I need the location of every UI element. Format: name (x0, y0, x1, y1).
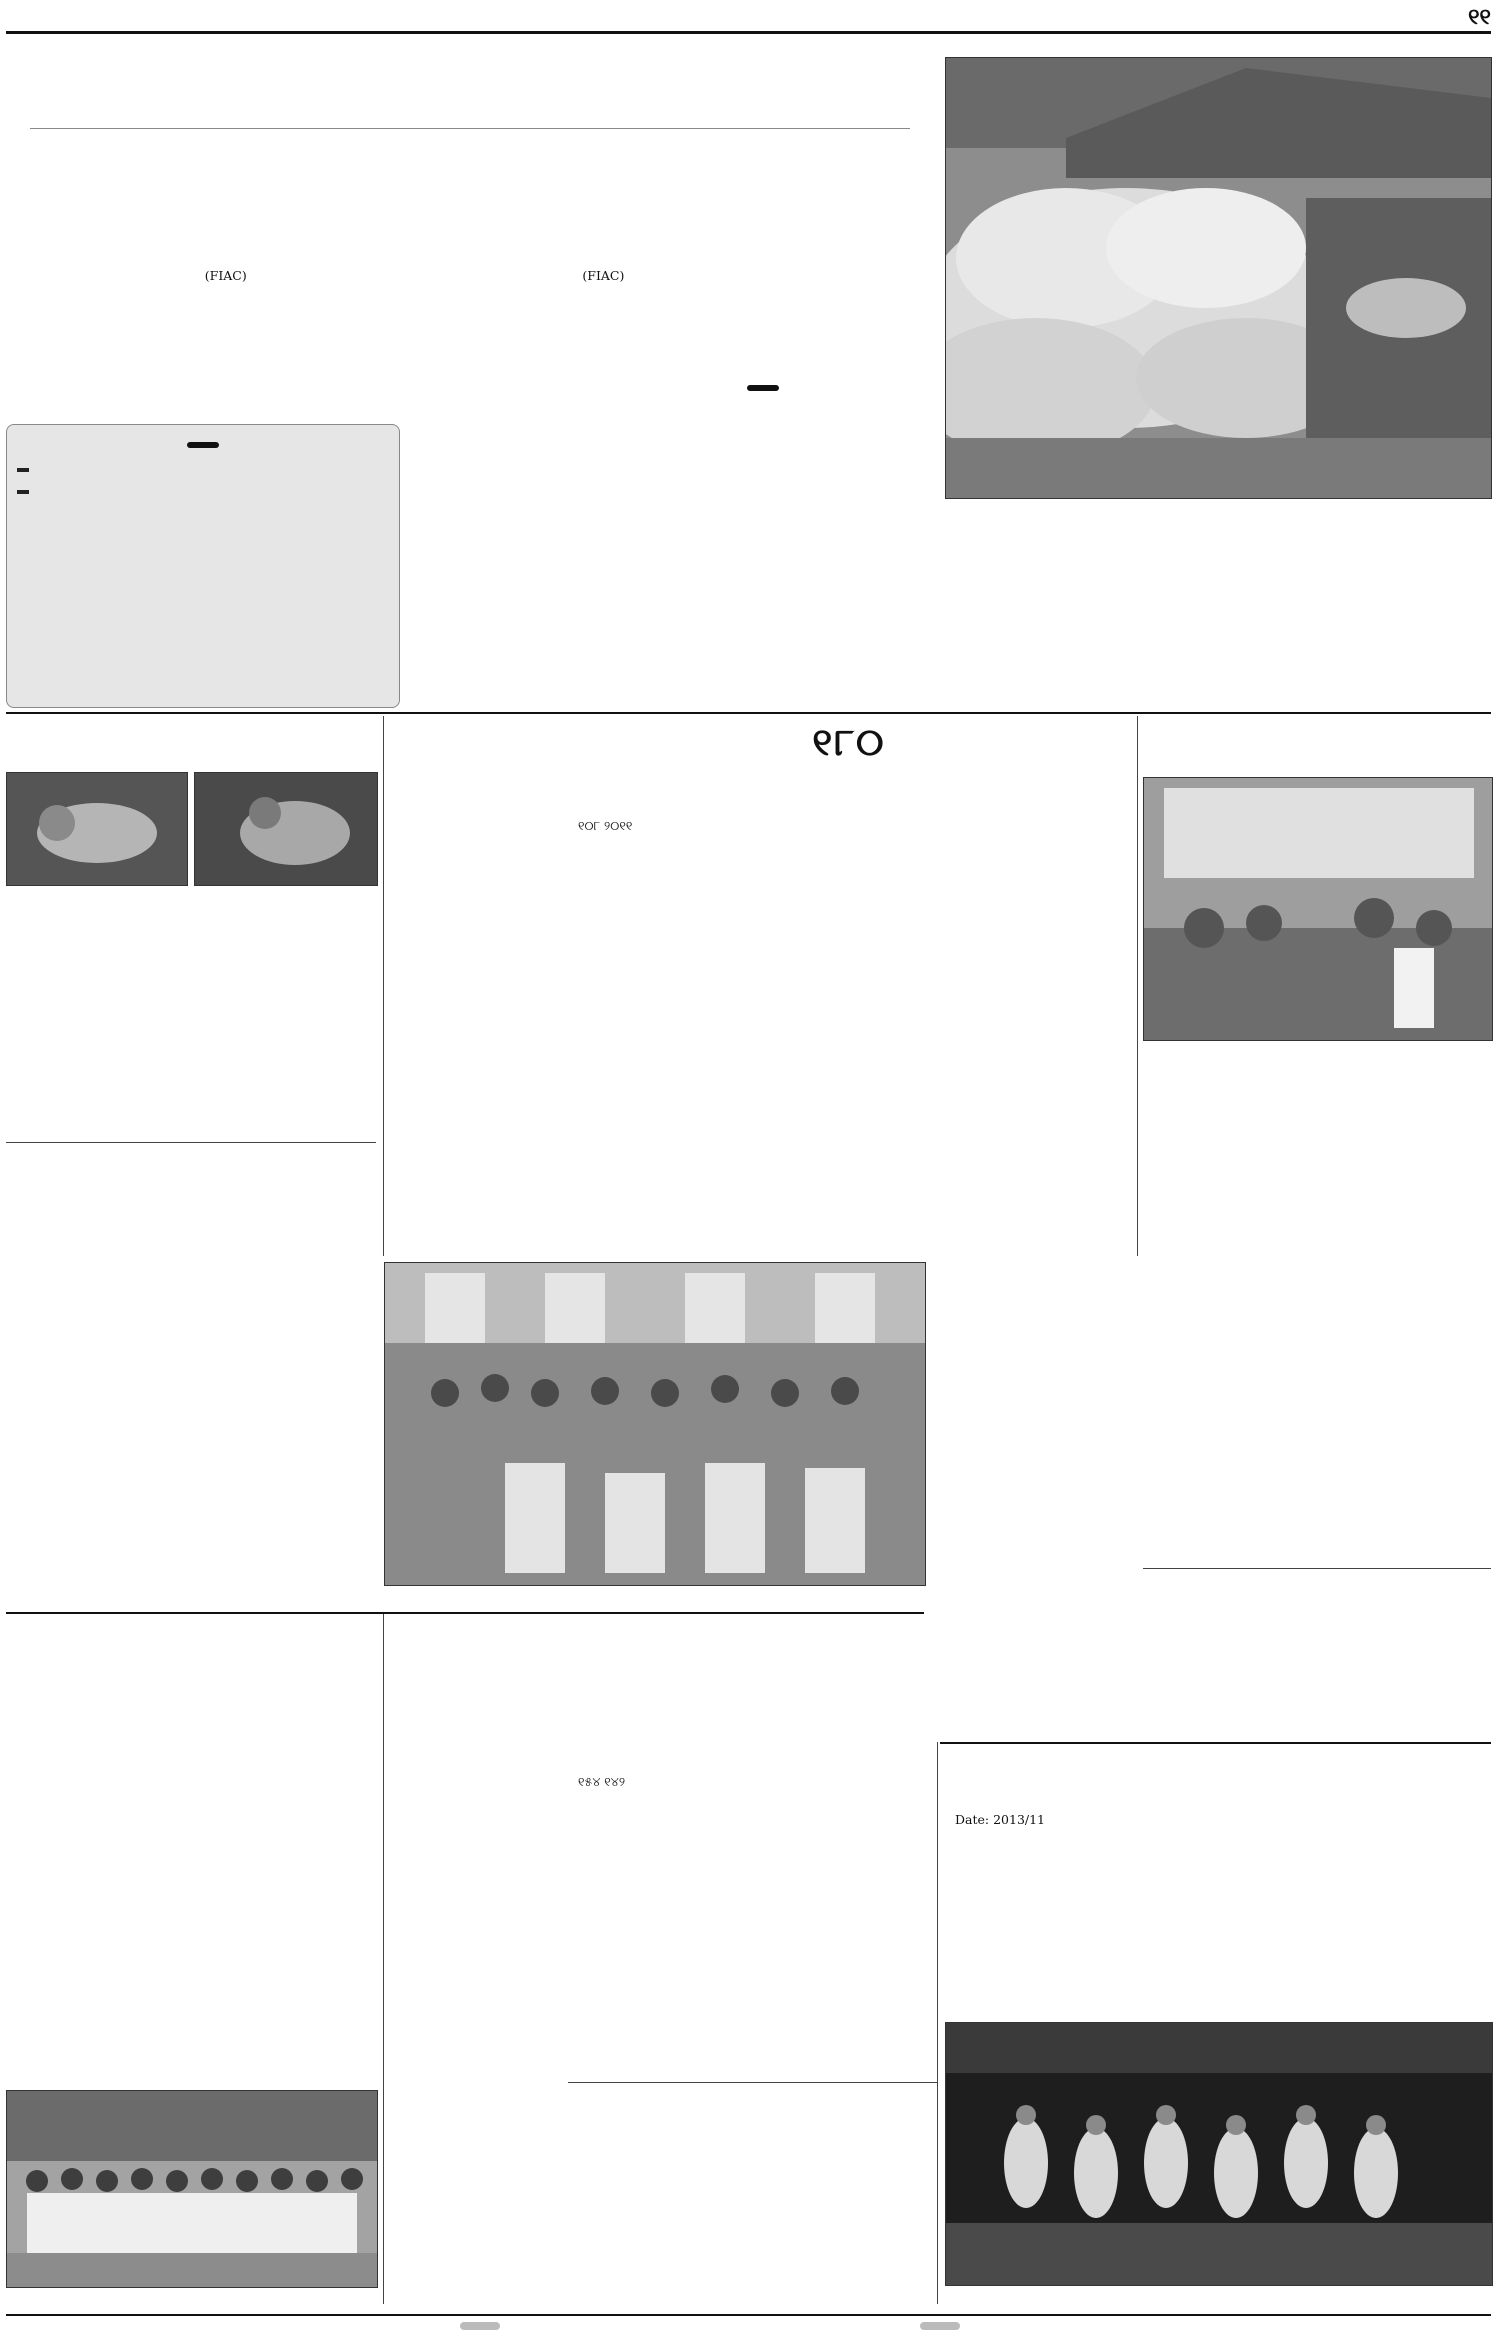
dance-headline (945, 1752, 1491, 1808)
dance-photo-caption (945, 2288, 1491, 2304)
lead-col-1 (6, 268, 181, 420)
dance-body: Date: 2013/11 (955, 1812, 1046, 1827)
column-rule (937, 1742, 938, 2304)
quote-item (17, 482, 389, 498)
krushak-body (931, 1300, 1136, 1600)
dance-photo-graphic (946, 2023, 1492, 2285)
ambulance-body: ୧୦୮ ୨୦୧୧ (578, 818, 633, 833)
section-divider (6, 712, 1491, 714)
kurmi-meeting-photo (384, 1262, 926, 1586)
kurmi-body-left (6, 1205, 376, 1585)
van-photo-graphic (195, 773, 377, 885)
lead-photo-sacks (945, 57, 1492, 499)
section-divider (6, 1612, 924, 1614)
ashok-nagar-body (390, 1710, 560, 2306)
lead-kicker (20, 56, 920, 116)
page-bottom-rule (6, 2314, 1491, 2316)
van-accident-body (6, 908, 376, 1134)
krushak-headline (931, 1262, 1136, 1296)
pratibha-body (1143, 1062, 1491, 1562)
cricket-match-headline (6, 1662, 376, 1718)
pratibha-headline (1143, 722, 1491, 772)
page-header-bar (6, 4, 1491, 34)
ambulance-subhead (752, 774, 952, 814)
ashok-nagar-headline (390, 1620, 560, 1704)
pratibha-photo-graphic (1144, 778, 1492, 1040)
van-accident-photo-2 (194, 772, 378, 886)
section-divider (568, 2082, 938, 2083)
lead-col-2: (FIAC) (204, 268, 247, 283)
media-condemn-body (390, 806, 560, 1262)
quotes-title (187, 442, 219, 448)
lead-photo-caption (945, 502, 1490, 520)
kurmi-photo-graphic (385, 1263, 925, 1585)
quotes-title-wrap (7, 433, 399, 452)
quotes-body (7, 452, 399, 505)
column-rule (1137, 716, 1138, 1256)
section-divider (940, 1742, 1491, 1744)
pratibha-caption (1143, 1043, 1491, 1059)
attack-body (568, 2136, 938, 2306)
lead-col-4: (FIAC) (582, 268, 625, 283)
cricket-photo-caption (6, 2290, 376, 2306)
section-divider (1143, 1568, 1491, 1569)
region-tag (668, 376, 858, 416)
quotes-box (6, 424, 400, 708)
lead-body-lower-right (945, 525, 1490, 707)
kicker-rule (30, 128, 910, 129)
van-accident-photo-1 (6, 772, 188, 886)
lead-headline (6, 160, 936, 260)
section-divider (6, 1142, 376, 1143)
cricket-champion-body: ୧୫୪ ୧୪୨ (578, 1774, 626, 1789)
attack-headline (568, 2088, 938, 2132)
van-accident-headline (6, 720, 376, 770)
column-rule (383, 1614, 384, 2304)
cricket-photo-graphic (7, 2091, 377, 2287)
dance-photo (945, 2022, 1493, 2286)
quote-item (17, 460, 389, 476)
lead-col-3 (384, 268, 559, 420)
paper-name-group (1458, 5, 1491, 30)
pratibha-photo (1143, 777, 1493, 1041)
column-rule (383, 716, 384, 1256)
media-condemn-headline (390, 722, 560, 802)
van-accident-caption (6, 888, 376, 904)
cricket-champion-kicker (568, 1620, 1130, 1656)
ambulance-headline: ୧୮୦ (812, 720, 886, 764)
page-number: ୧୧ (1468, 5, 1491, 30)
cricket-match-body (6, 1722, 376, 2082)
kurmi-headline (6, 1150, 376, 1200)
cricket-team-photo (6, 2090, 378, 2288)
lead-photo-graphic (946, 58, 1491, 498)
kurmi-photo-caption (384, 1588, 924, 1604)
van-photo-graphic (7, 773, 187, 885)
cricket-match-kicker (6, 1620, 376, 1660)
registration-mark (920, 2322, 960, 2330)
lead-body-lower-left (408, 424, 936, 706)
bottom-strip (0, 2318, 1497, 2334)
registration-mark (460, 2322, 500, 2330)
